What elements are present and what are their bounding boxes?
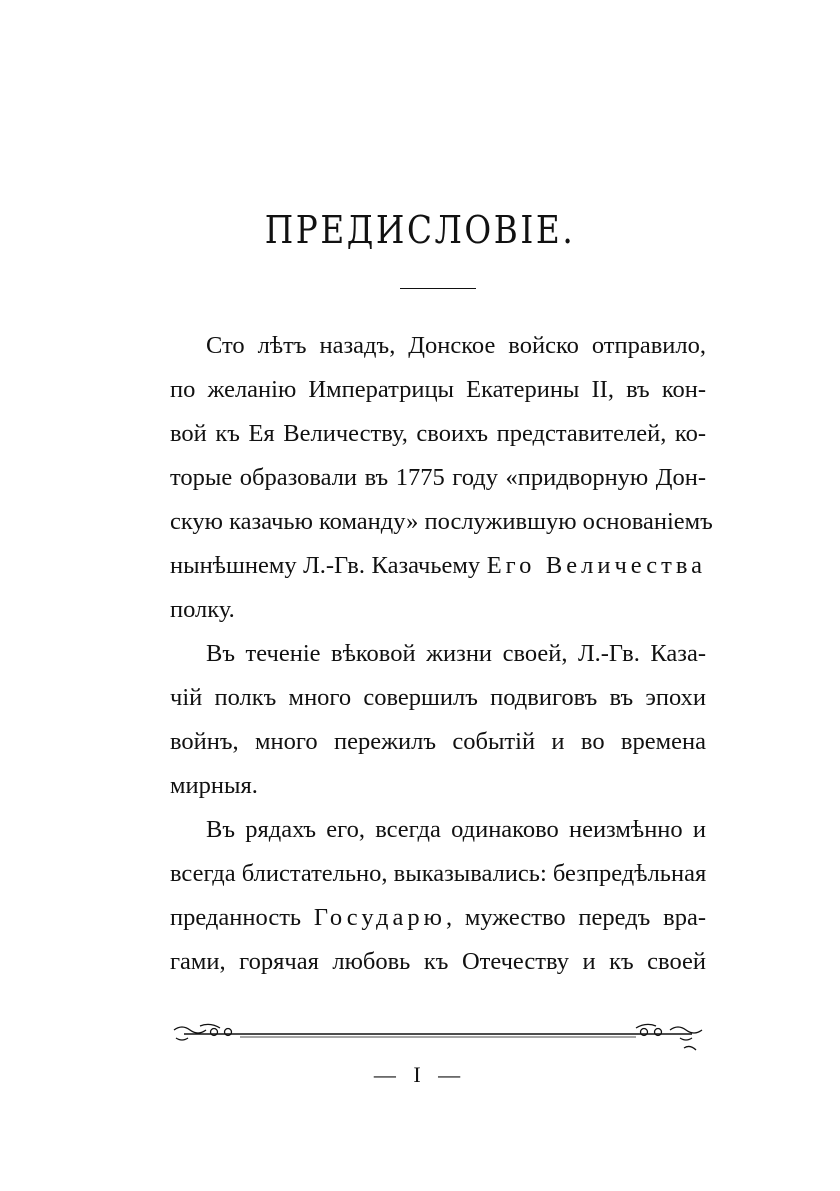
heading-rule (400, 288, 476, 289)
text-line: чій полкъ много совершилъ подвиговъ въ эпохи (170, 684, 706, 711)
text-line: Въ теченіе вѣковой жизни своей, Л.-Гв. Каза- (206, 640, 706, 667)
text-line: по желанію Императрицы Екатерины II, въ кон- (170, 376, 706, 403)
text-line: всегда блистательно, выказывались: безпредѣльная (170, 860, 707, 887)
text-line: войнъ, много пережилъ событій и во времена (170, 728, 706, 755)
spaced-title-run: Его Величества (486, 552, 706, 579)
text-run: нынѣшнему Л.-Гв. Казачьему (170, 552, 487, 579)
text-line (170, 544, 706, 588)
spaced-title-run: Государю (313, 904, 446, 931)
text-line: вой къ Ея Величеству, своихъ представителей, ко- (170, 420, 706, 447)
page-number: — I — (373, 1062, 467, 1087)
text-line: мирныя. (170, 772, 258, 799)
text-line (170, 896, 706, 940)
text-run: , мужество передъ вра- (445, 904, 706, 931)
text-line: скую казачью команду» послужившую основаніемъ (170, 508, 713, 535)
text-line: гами, горячая любовь къ Отечеству и къ своей (170, 948, 706, 975)
text-line: торые образовали въ 1775 году «придворную Дон- (170, 464, 706, 491)
text-line: Въ рядахъ его, всегда одинаково неизмѣнно и (206, 816, 706, 843)
body-text (170, 324, 713, 984)
text-line: Сто лѣтъ назадъ, Донское войско отправило, (206, 332, 706, 359)
chapter-heading: ПРЕДИСЛОВІЕ. (264, 208, 576, 252)
text-run: преданность (170, 904, 314, 931)
text-line: полку. (170, 596, 235, 623)
ornamental-rule (170, 1018, 706, 1058)
